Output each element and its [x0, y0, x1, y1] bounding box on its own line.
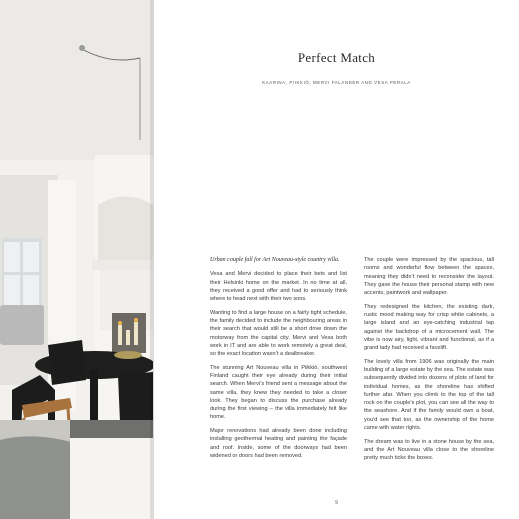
text-column-right	[364, 256, 494, 468]
paragraph: Major renovations had already been done including installing geothermal heating and painting the façade and roof. Inside, some of the doorways had been widened or doors had been removed.	[210, 427, 347, 459]
article-lead: Urban couple fall for Art Nouveau-style country villa.	[210, 257, 340, 263]
paragraph: The stunning Art Nouveau villa in Piikkiö, southwest Finland caught their eye already during their initial search. When Mervi’s friend sent a message about the same villa, they knew they needed to take a closer look. They began to discuss the purchase already during the first viewing – the villa immediately felt like home.	[210, 364, 347, 421]
paragraph: The dream was to live in a stone house by the sea, and the Art Nouveau villa close to the shoreline pretty much ticks the boxes.	[364, 438, 494, 462]
page-number: 9	[335, 500, 338, 506]
interior-photo	[0, 0, 153, 519]
paragraph: The couple were impressed by the spacious, tall rooms and wonderful flow between the spaces, meaning they didn’t need to reconsider the layout. They gave the house their personal stamp with new accents, paintwork and wallpaper.	[364, 257, 494, 297]
paragraph: The lovely villa from 1906 was originally the main building of a large estate by the sea. The estate was subsequently divided into dozens of plots of land for individual homes, as the shoreline has shifted further afar. When you climb to the top of the tall rock on the couple’s plot, you can see all the way to the seashore. And if the family would own a boat, you’d see that too, as the ownership of the home came with water rights.	[364, 358, 494, 432]
article-credits: KAARINA, PIIKKIÖ, MERVI FALANDER AND VESA PERALA	[262, 80, 411, 85]
paragraph: Vesa and Mervi decided to place their bets and list their Helsinki home on the market. In no time at all, they received a good offer and had to seriously think where to head next with their two sons.	[210, 271, 347, 303]
article-page	[154, 0, 519, 519]
article-title: Perfect Match	[297, 50, 376, 65]
paragraph: They redesigned the kitchen, the existing dark, rustic mood making way for crisp white cabinets, a large island and an eye-catching industrial tap against the backdrop of a microcement wall. The vibe is now airy, light, vibrant and functional, as if a grand lady had received a facelift.	[364, 303, 494, 352]
text-column-left	[210, 256, 347, 465]
paragraph: Wanting to find a large house on a fairly tight schedule, the family decided to include the neighbouring areas in their search that would still be a short drive down the motorway from the capital city. Mervi and Vesa both work in IT and are able to work remotely a great deal, so the exact location wasn’t a dealbreaker.	[210, 309, 347, 358]
dining-room-photo	[0, 0, 153, 519]
